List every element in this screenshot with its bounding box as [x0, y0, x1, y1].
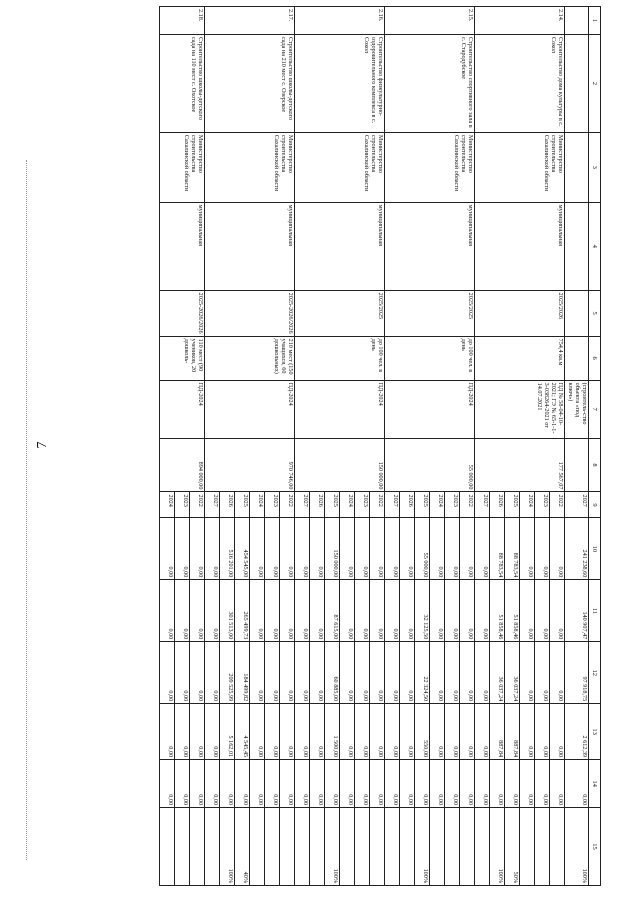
readiness-cell — [355, 808, 370, 886]
readiness-cell — [385, 808, 400, 886]
amount-cell: 0,00 — [310, 580, 325, 642]
table-row — [565, 7, 589, 886]
object-name: Строительство дома культуры в с. Сокол — [475, 34, 565, 132]
year-cell: 2024 — [340, 492, 355, 518]
item-number: 2.16. — [295, 7, 385, 35]
amount-cell: 0,00 — [385, 518, 400, 580]
readiness-cell: 100% — [490, 808, 505, 886]
amount-cell: 0,00 — [475, 518, 490, 580]
amount-cell: 0,00 — [310, 704, 325, 760]
amount-cell: 0,00 — [460, 704, 475, 760]
period-cell: 2025/2026 — [475, 290, 565, 336]
column-number: 1 — [589, 7, 601, 35]
ownership-cell: муниципальная — [475, 202, 565, 290]
amount-cell: 0,00 — [370, 704, 385, 760]
amount-cell: 0,00 — [370, 642, 385, 704]
capacity-cell: 210 мест (150 учащихся, 60 дошкольных) — [205, 336, 295, 380]
readiness-cell — [430, 808, 445, 886]
amount-cell: 0,00 — [265, 642, 280, 704]
cost-cell: 55 000,00 — [385, 438, 475, 492]
amount-cell: 0,00 — [205, 518, 220, 580]
amount-cell: 0,00 — [175, 580, 190, 642]
year-cell: 2025 — [505, 492, 520, 518]
ownership-cell: муниципальная — [295, 202, 385, 290]
year-cell: 2027 — [565, 492, 589, 518]
year-cell: 2024 — [430, 492, 445, 518]
item-number: 2.15. — [385, 7, 475, 35]
column-number: 9 — [589, 492, 601, 518]
data-table — [159, 6, 601, 886]
column-number: 13 — [589, 704, 601, 760]
amount-cell: 0,00 — [370, 580, 385, 642]
year-cell: 2026 — [310, 492, 325, 518]
capacity-cell: до 100 чел. в день — [385, 336, 475, 380]
year-cell: 2027 — [295, 492, 310, 518]
amount-cell: 0,00 — [535, 642, 550, 704]
readiness-cell — [445, 808, 460, 886]
amount-cell: 0,00 — [475, 642, 490, 704]
amount-cell: 0,00 — [265, 760, 280, 808]
year-cell: 2024 — [250, 492, 265, 518]
readiness-cell — [475, 808, 490, 886]
amount-cell: 2 612,39 — [565, 704, 589, 760]
amount-cell: 0,00 — [520, 642, 535, 704]
column-number: 5 — [589, 290, 601, 336]
empty-cell — [565, 202, 589, 290]
column-number: 14 — [589, 760, 601, 808]
amount-cell: 0,00 — [295, 760, 310, 808]
year-cell: 2024 — [160, 492, 175, 518]
amount-cell: 0,00 — [385, 704, 400, 760]
amount-cell: 0,00 — [280, 642, 295, 704]
amount-cell: 4 545,45 — [235, 704, 250, 760]
readiness-cell — [190, 808, 205, 886]
amount-cell: 0,00 — [205, 704, 220, 760]
amount-cell: 60 885,00 — [325, 642, 340, 704]
cost-cell: 150 000,00 — [295, 438, 385, 492]
amount-cell: 0,00 — [205, 580, 220, 642]
amount-cell: 0,00 — [160, 518, 175, 580]
year-cell: 2023 — [265, 492, 280, 518]
amount-cell: 0,00 — [430, 518, 445, 580]
amount-cell: 97 918,75 — [565, 642, 589, 704]
document-cell: ПД-2024 — [385, 380, 475, 438]
cost-cell: 177 567,07 — [475, 438, 565, 492]
year-cell: 2027 — [385, 492, 400, 518]
amount-cell: 0,00 — [340, 760, 355, 808]
amount-cell: 0,00 — [355, 642, 370, 704]
year-cell: 2023 — [445, 492, 460, 518]
amount-cell: 0,00 — [220, 760, 235, 808]
customer-cell: Министерство строительства Сахалинской области — [205, 132, 295, 202]
amount-cell: 0,00 — [490, 760, 505, 808]
amount-cell: 0,00 — [160, 704, 175, 760]
capacity-cell: 754,4 кв.м — [475, 336, 565, 380]
readiness-cell — [535, 808, 550, 886]
amount-cell: 0,00 — [280, 760, 295, 808]
year-cell: 2023 — [355, 492, 370, 518]
amount-cell: 0,00 — [460, 518, 475, 580]
amount-cell: 87 615,00 — [325, 580, 340, 642]
amount-cell: 0,00 — [355, 580, 370, 642]
year-cell: 2022 — [370, 492, 385, 518]
amount-cell: 0,00 — [520, 704, 535, 760]
amount-cell: 0,00 — [370, 518, 385, 580]
year-cell: 2023 — [535, 492, 550, 518]
year-cell: 2026 — [220, 492, 235, 518]
period-cell: 2025/2025 — [385, 290, 475, 336]
amount-cell: 0,00 — [505, 760, 520, 808]
customer-cell: Министерство строительства Сахалинской области — [475, 132, 565, 202]
amount-cell: 0,00 — [535, 580, 550, 642]
amount-cell: 0,00 — [430, 760, 445, 808]
amount-cell: 0,00 — [520, 518, 535, 580]
readiness-cell — [175, 808, 190, 886]
customer-cell: Министерство строительства Сахалинской области — [160, 132, 205, 202]
amount-cell: 241 238,60 — [565, 518, 589, 580]
amount-cell: 0,00 — [340, 518, 355, 580]
amount-cell: 150 000,00 — [325, 518, 340, 580]
amount-cell: 0,00 — [250, 642, 265, 704]
year-cell: 2022 — [190, 492, 205, 518]
amount-cell: 0,00 — [475, 760, 490, 808]
amount-cell: 0,00 — [445, 518, 460, 580]
amount-cell: 0,00 — [235, 760, 250, 808]
amount-cell: 301 513,00 — [220, 580, 235, 642]
column-number: 8 — [589, 438, 601, 492]
object-name: Строительство спортивного зала в с. Стародубское — [385, 34, 475, 132]
amount-cell: 0,00 — [355, 760, 370, 808]
item-number: 2.14. — [475, 7, 565, 35]
amount-cell: 0,00 — [445, 642, 460, 704]
amount-cell: 0,00 — [400, 518, 415, 580]
amount-cell: 0,00 — [445, 760, 460, 808]
table-row — [190, 7, 205, 886]
readiness-cell: 40% — [235, 808, 250, 886]
period-cell: 2025-2026/2026 — [205, 290, 295, 336]
document-cell: ПД-2024 — [295, 380, 385, 438]
amount-cell: 550,00 — [415, 704, 430, 760]
amount-cell: 516 201,00 — [220, 518, 235, 580]
year-cell: 2022 — [460, 492, 475, 518]
amount-cell: 0,00 — [445, 704, 460, 760]
empty-cell — [565, 438, 589, 492]
amount-cell: 0,00 — [280, 518, 295, 580]
year-cell: 2027 — [475, 492, 490, 518]
ownership-cell: муниципальная — [205, 202, 295, 290]
amount-cell: 0,00 — [430, 642, 445, 704]
year-cell: 2025 — [415, 492, 430, 518]
document-cell: ПД-2024 — [160, 380, 205, 438]
period-cell: 2025/2025 — [295, 290, 385, 336]
readiness-cell — [250, 808, 265, 886]
amount-cell: 0,00 — [445, 580, 460, 642]
amount-cell: 0,00 — [385, 642, 400, 704]
amount-cell: 0,00 — [190, 518, 205, 580]
amount-cell: 0,00 — [160, 760, 175, 808]
column-number: 6 — [589, 336, 601, 380]
amount-cell: 88 783,54 — [490, 518, 505, 580]
amount-cell: 0,00 — [250, 518, 265, 580]
column-number: 2 — [589, 34, 601, 132]
empty-cell — [565, 290, 589, 336]
amount-cell: 0,00 — [460, 760, 475, 808]
item-number: 2.18. — [160, 7, 205, 35]
amount-cell: 265 499,73 — [235, 580, 250, 642]
dotted-line — [26, 160, 27, 860]
readiness-cell — [340, 808, 355, 886]
amount-cell: 0,00 — [250, 704, 265, 760]
amount-cell: 36 037,24 — [490, 642, 505, 704]
period-cell: 2025-2026/2026 — [160, 290, 205, 336]
amount-cell: 0,00 — [280, 580, 295, 642]
amount-cell: 5 162,01 — [220, 704, 235, 760]
amount-cell: 0,00 — [190, 704, 205, 760]
amount-cell: 1 500,00 — [325, 704, 340, 760]
amount-cell: 0,00 — [460, 580, 475, 642]
amount-cell: 36 037,24 — [505, 642, 520, 704]
amount-cell: 0,00 — [550, 760, 565, 808]
readiness-cell — [280, 808, 295, 886]
column-number: 4 — [589, 202, 601, 290]
readiness-cell — [160, 808, 175, 886]
cost-cell: 894 000,00 — [160, 438, 205, 492]
table-row — [460, 7, 475, 886]
readiness-cell: 50% — [505, 808, 520, 886]
empty-cell — [565, 34, 589, 132]
amount-cell: 0,00 — [550, 580, 565, 642]
ownership-cell: муниципальная — [385, 202, 475, 290]
amount-cell: 0,00 — [280, 704, 295, 760]
readiness-cell — [310, 808, 325, 886]
amount-cell: 0,00 — [310, 642, 325, 704]
amount-cell: 0,00 — [190, 760, 205, 808]
amount-cell: 0,00 — [310, 518, 325, 580]
amount-cell: 0,00 — [295, 580, 310, 642]
object-name: Строительство физкультурно-оздоровительного комплекса в с. Сокол — [295, 34, 385, 132]
amount-cell: 0,00 — [160, 580, 175, 642]
amount-cell: 0,00 — [535, 518, 550, 580]
amount-cell: 0,00 — [205, 642, 220, 704]
amount-cell: 0,00 — [295, 704, 310, 760]
amount-cell: 51 858,46 — [505, 580, 520, 642]
amount-cell: 0,00 — [400, 580, 415, 642]
amount-cell: 0,00 — [205, 760, 220, 808]
amount-cell: 0,00 — [475, 704, 490, 760]
empty-cell — [565, 336, 589, 380]
amount-cell: 0,00 — [265, 704, 280, 760]
column-number: 12 — [589, 642, 601, 704]
page-number: 7 — [35, 441, 50, 449]
amount-cell: 0,00 — [325, 760, 340, 808]
amount-cell: 454 545,00 — [235, 518, 250, 580]
amount-cell: 0,00 — [175, 642, 190, 704]
amount-cell: 0,00 — [265, 518, 280, 580]
readiness-cell — [460, 808, 475, 886]
amount-cell: 0,00 — [460, 642, 475, 704]
capacity-cell: до 100 чел. в день — [295, 336, 385, 380]
amount-cell: 0,00 — [550, 704, 565, 760]
object-name: Строительство школы-детского сада на 210 мест с. Озерское — [205, 34, 295, 132]
empty-cell — [565, 132, 589, 202]
table-row — [370, 7, 385, 886]
readiness-cell — [265, 808, 280, 886]
amount-cell: 0,00 — [385, 580, 400, 642]
year-cell: 2025 — [235, 492, 250, 518]
object-name: Строительство школы-детского сада на 110 мест с. Охотское — [160, 34, 205, 132]
amount-cell: 0,00 — [535, 760, 550, 808]
amount-cell: 32 125,50 — [415, 580, 430, 642]
column-number: 15 — [589, 808, 601, 886]
amount-cell: 0,00 — [295, 518, 310, 580]
amount-cell: 0,00 — [520, 760, 535, 808]
amount-cell: 0,00 — [355, 518, 370, 580]
year-cell: 2023 — [175, 492, 190, 518]
amount-cell: 0,00 — [340, 704, 355, 760]
amount-cell: 0,00 — [430, 704, 445, 760]
readiness-cell: 100% — [220, 808, 235, 886]
amount-cell: 140 907,47 — [565, 580, 589, 642]
amount-cell: 0,00 — [370, 760, 385, 808]
readiness-cell — [205, 808, 220, 886]
amount-cell: 0,00 — [295, 642, 310, 704]
readiness-cell — [550, 808, 565, 886]
document-cell: (строитель-ство объекта «под ключ») — [565, 380, 589, 438]
amount-cell: 0,00 — [175, 518, 190, 580]
customer-cell: Министерство строительства Сахалинской области — [385, 132, 475, 202]
cost-cell: 970 746,00 — [205, 438, 295, 492]
amount-cell: 0,00 — [250, 580, 265, 642]
table-row — [550, 7, 565, 886]
readiness-cell — [295, 808, 310, 886]
table-row — [280, 7, 295, 886]
year-cell: 2026 — [490, 492, 505, 518]
amount-cell: 0,00 — [340, 580, 355, 642]
amount-cell: 0,00 — [535, 704, 550, 760]
year-cell: 2024 — [520, 492, 535, 518]
empty-cell — [565, 7, 589, 35]
amount-cell: 0,00 — [175, 704, 190, 760]
amount-cell: 209 525,99 — [220, 642, 235, 704]
year-cell: 2022 — [280, 492, 295, 518]
capacity-cell: 110 мест (90 учеников, 20 дошколь- — [160, 336, 205, 380]
column-number: 10 — [589, 518, 601, 580]
document-cell: ПД № 58-04-10-2021; ГЭ № 65-1-1-3-038264-2021 от 14.07.2021 — [475, 380, 565, 438]
amount-cell: 0,00 — [475, 580, 490, 642]
readiness-cell — [400, 808, 415, 886]
year-cell: 2026 — [400, 492, 415, 518]
amount-cell: 55 000,00 — [415, 518, 430, 580]
amount-cell: 0,00 — [190, 642, 205, 704]
customer-cell: Министерство строительства Сахалинской области — [295, 132, 385, 202]
amount-cell: 0,00 — [385, 760, 400, 808]
readiness-cell: 100% — [325, 808, 340, 886]
amount-cell: 0,00 — [430, 580, 445, 642]
amount-cell: 0,00 — [265, 580, 280, 642]
year-cell: 2022 — [550, 492, 565, 518]
amount-cell: 22 324,50 — [415, 642, 430, 704]
column-number-row — [589, 7, 601, 886]
readiness-cell: 100% — [565, 808, 589, 886]
amount-cell: 0,00 — [355, 704, 370, 760]
amount-cell: 0,00 — [565, 760, 589, 808]
amount-cell: 0,00 — [160, 642, 175, 704]
amount-cell: 0,00 — [190, 580, 205, 642]
amount-cell: 0,00 — [550, 518, 565, 580]
document-cell: ПД-2024 — [205, 380, 295, 438]
year-cell: 2025 — [325, 492, 340, 518]
amount-cell: 887,84 — [505, 704, 520, 760]
amount-cell: 0,00 — [550, 642, 565, 704]
amount-cell: 0,00 — [175, 760, 190, 808]
item-number: 2.17. — [205, 7, 295, 35]
amount-cell: 0,00 — [400, 704, 415, 760]
ownership-cell: муниципальная — [160, 202, 205, 290]
readiness-cell — [370, 808, 385, 886]
amount-cell: 0,00 — [400, 760, 415, 808]
amount-cell: 0,00 — [250, 760, 265, 808]
amount-cell: 0,00 — [310, 760, 325, 808]
readiness-cell: 100% — [415, 808, 430, 886]
readiness-cell — [520, 808, 535, 886]
amount-cell: 0,00 — [340, 642, 355, 704]
amount-cell: 0,00 — [400, 642, 415, 704]
amount-cell: 0,00 — [520, 580, 535, 642]
amount-cell: 0,00 — [415, 760, 430, 808]
amount-cell: 51 858,46 — [490, 580, 505, 642]
amount-cell: 88 783,54 — [505, 518, 520, 580]
year-cell: 2027 — [205, 492, 220, 518]
amount-cell: 184 499,82 — [235, 642, 250, 704]
column-number: 11 — [589, 580, 601, 642]
column-number: 3 — [589, 132, 601, 202]
amount-cell: 887,84 — [490, 704, 505, 760]
column-number: 7 — [589, 380, 601, 438]
